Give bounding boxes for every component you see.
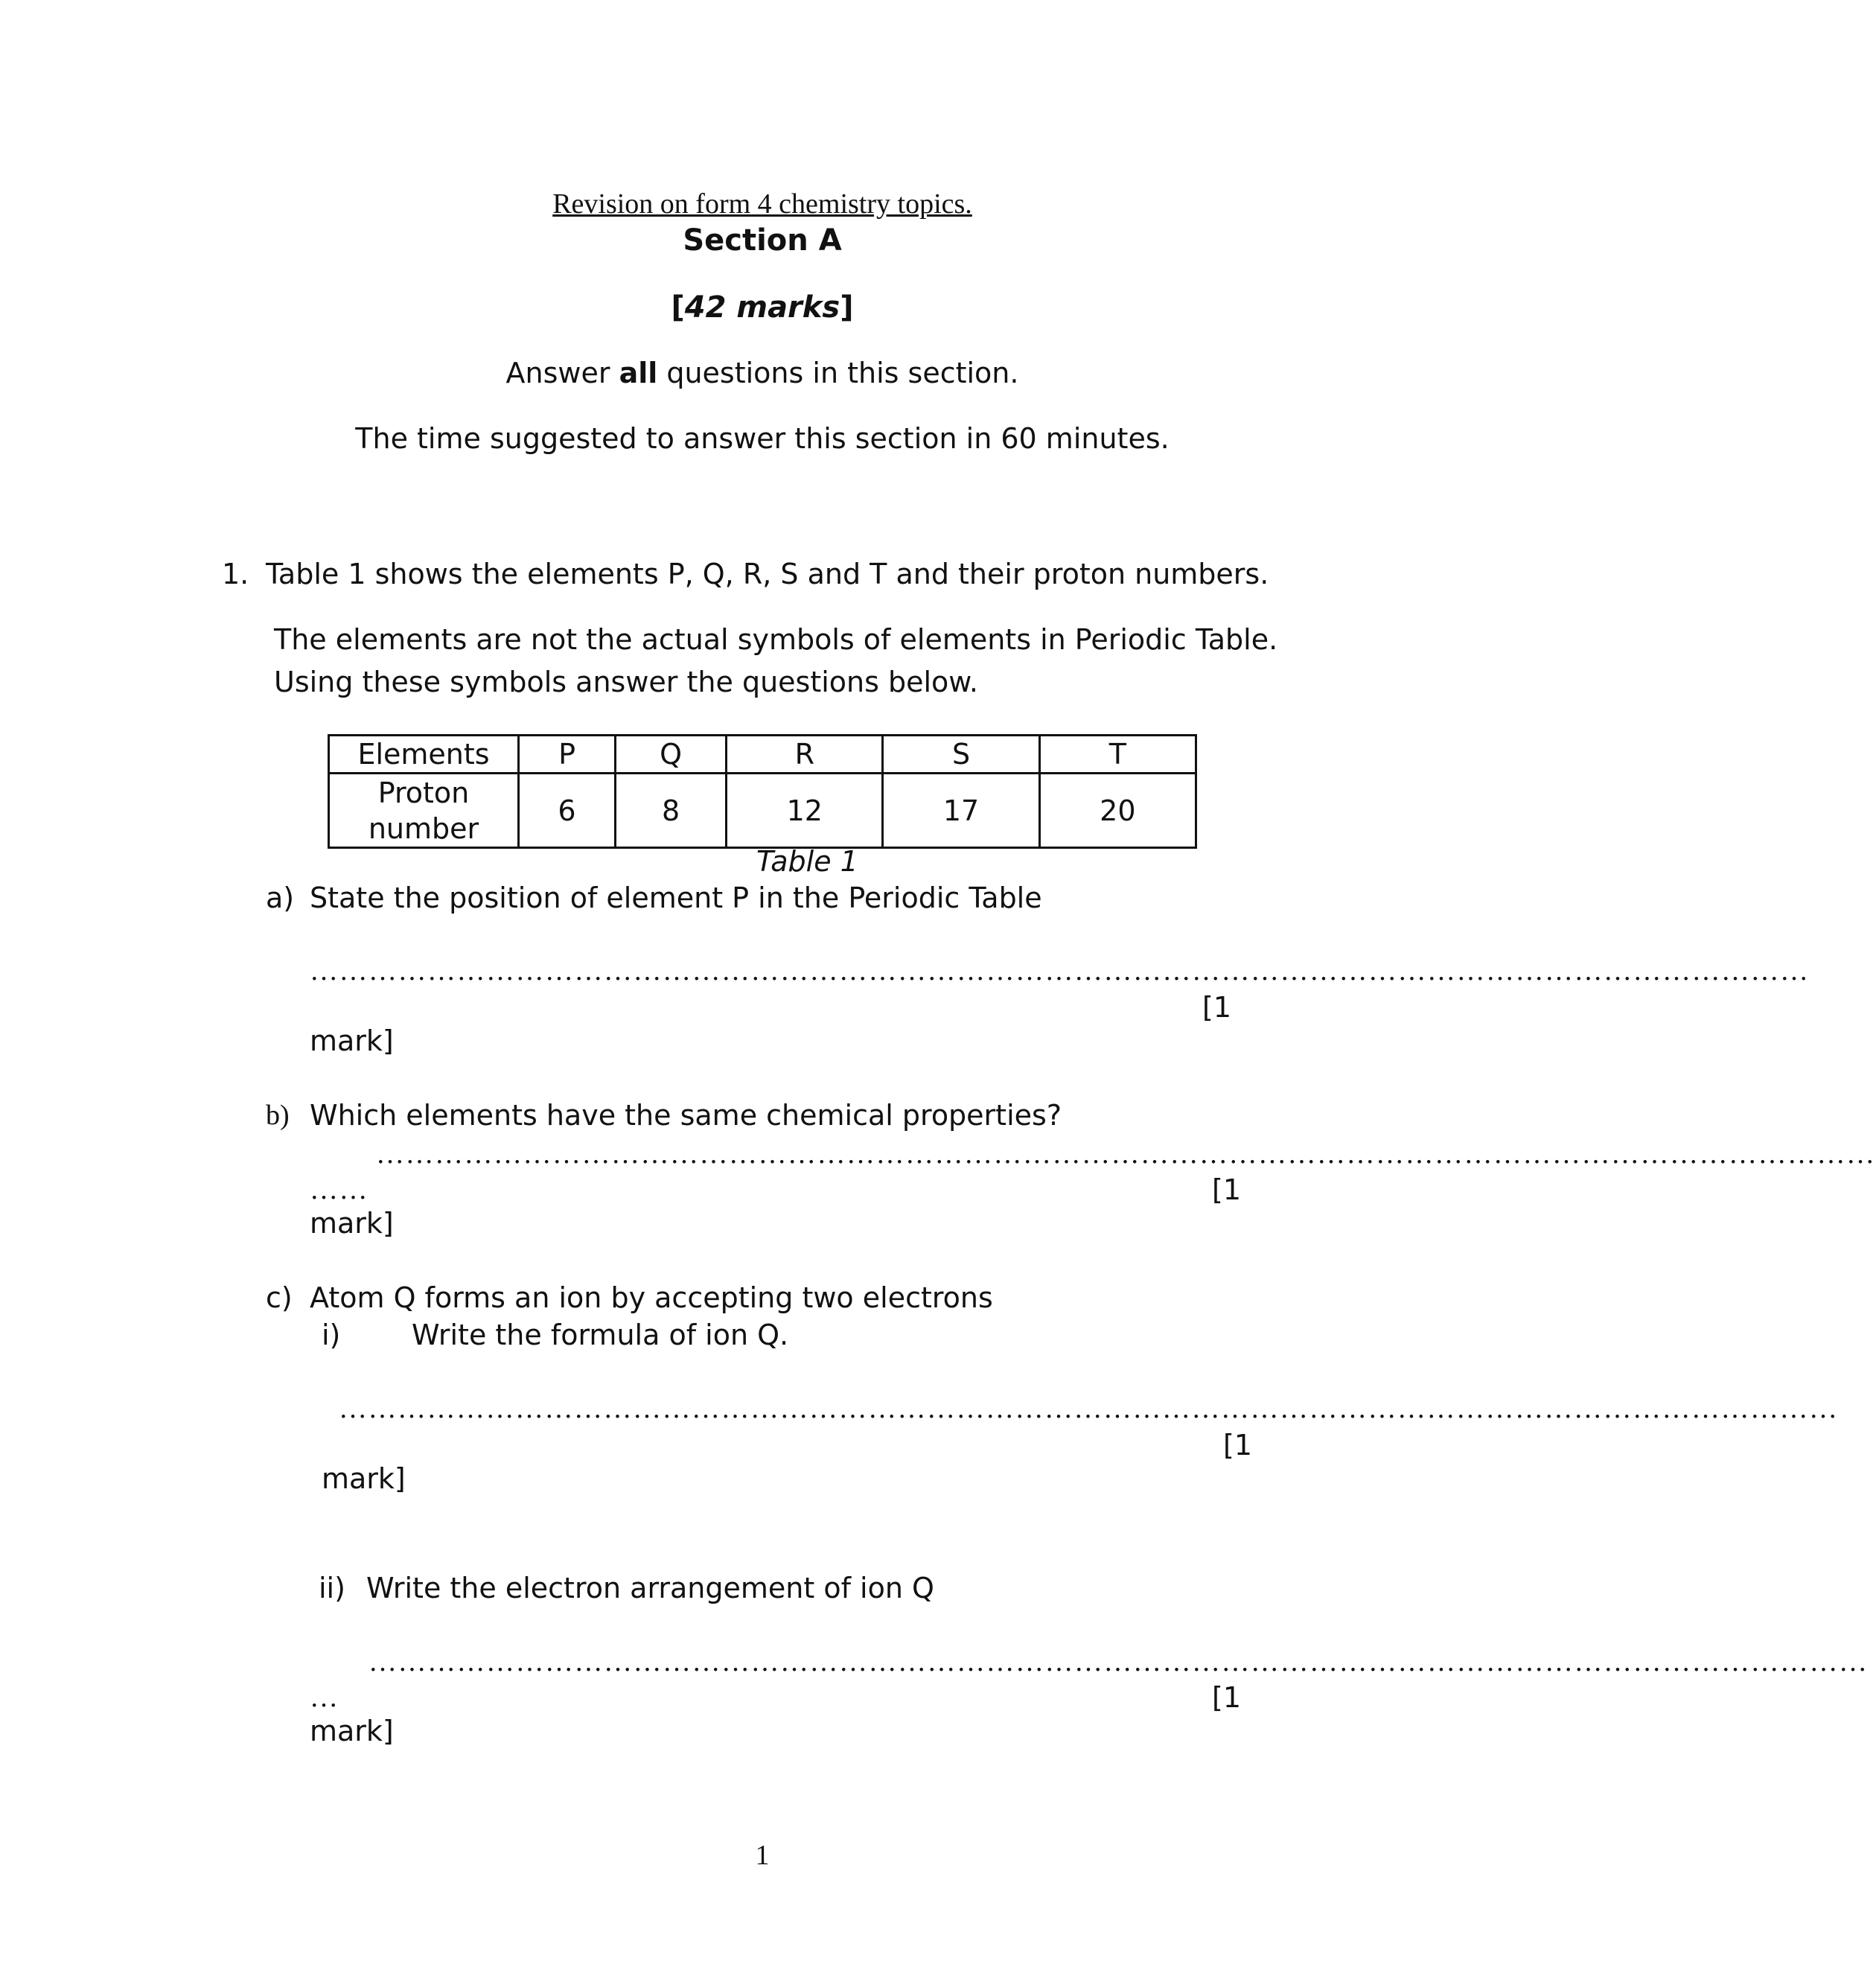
table-cell-proton-number: 8 [616, 774, 727, 848]
table-cell-element: S [883, 736, 1039, 774]
part-c-i-mark-open: [1 [1223, 1429, 1253, 1462]
section-heading: Section A [683, 223, 842, 258]
answer-line-b[interactable]: ……………………………………………………………………………………………………………………………………… [376, 1138, 1876, 1170]
instruction-line: Answer all questions in this section. [505, 357, 1019, 389]
time-note: The time suggested to answer this section in 60 minutes. [355, 422, 1170, 455]
question-intro: Table 1 shows the elements P, Q, R, S and T and their proton numbers. [266, 558, 1269, 590]
page-number: 1 [755, 1840, 770, 1871]
part-a-mark-close: mark] [310, 1024, 394, 1057]
table-row-elements [329, 736, 1196, 774]
table-header-proton-number: Proton number [329, 774, 519, 848]
document-title: Revision on form 4 chemistry topics. [552, 188, 972, 220]
part-a-mark-open: [1 [1202, 991, 1232, 1024]
section-marks: [42 marks] [671, 290, 854, 325]
answer-line-c-ii[interactable]: ……………………………………………………………………………………………………………………………………… [368, 1646, 1869, 1677]
answer-line-a[interactable]: ……………………………………………………………………………………………………………………………………… [310, 955, 1810, 986]
part-c-i-question: Write the formula of ion Q. [412, 1319, 789, 1351]
question-note-line2: Using these symbols answer the questions below. [274, 666, 978, 698]
part-c-i-mark-close: mark] [322, 1462, 406, 1495]
part-c-ii-mark-open: [1 [1212, 1681, 1242, 1714]
table-cell-element: Q [616, 736, 727, 774]
part-a-label: a) [266, 882, 295, 914]
table-row-proton-number [329, 774, 1196, 848]
table-cell-proton-number: 20 [1039, 774, 1196, 848]
part-c-label: c) [266, 1281, 293, 1314]
table-cell-proton-number: 17 [883, 774, 1039, 848]
part-c-ii-mark-close: mark] [310, 1715, 394, 1747]
table-cell-element: R [727, 736, 883, 774]
part-c-ii-label: ii) [319, 1572, 345, 1604]
table-header-elements: Elements [329, 736, 519, 774]
question-number: 1. [222, 558, 249, 590]
part-c-ii-question: Write the electron arrangement of ion Q [366, 1572, 934, 1604]
table-cell-proton-number: 6 [519, 774, 616, 848]
part-c-i-label: i) [322, 1319, 341, 1351]
table-caption: Table 1 [756, 845, 858, 878]
table-cell-element: P [519, 736, 616, 774]
part-a-question: State the position of element P in the Periodic Table [310, 882, 1042, 914]
part-b-mark-close: mark] [310, 1207, 394, 1240]
part-b-question: Which elements have the same chemical properties? [310, 1099, 1062, 1132]
part-b-label: b) [266, 1100, 290, 1131]
part-b-mark-open: [1 [1212, 1173, 1242, 1206]
answer-line-b-continued[interactable]: …… [310, 1174, 368, 1205]
part-c-question: Atom Q forms an ion by accepting two electrons [310, 1281, 993, 1314]
table-cell-proton-number: 12 [727, 774, 883, 848]
table-cell-element: T [1039, 736, 1196, 774]
question-note-line1: The elements are not the actual symbols of elements in Periodic Table. [274, 623, 1278, 656]
answer-line-c-i[interactable]: ……………………………………………………………………………………………………………………………………… [339, 1393, 1839, 1424]
answer-line-c-ii-continued[interactable]: … [310, 1682, 339, 1713]
elements-table [328, 734, 1197, 849]
